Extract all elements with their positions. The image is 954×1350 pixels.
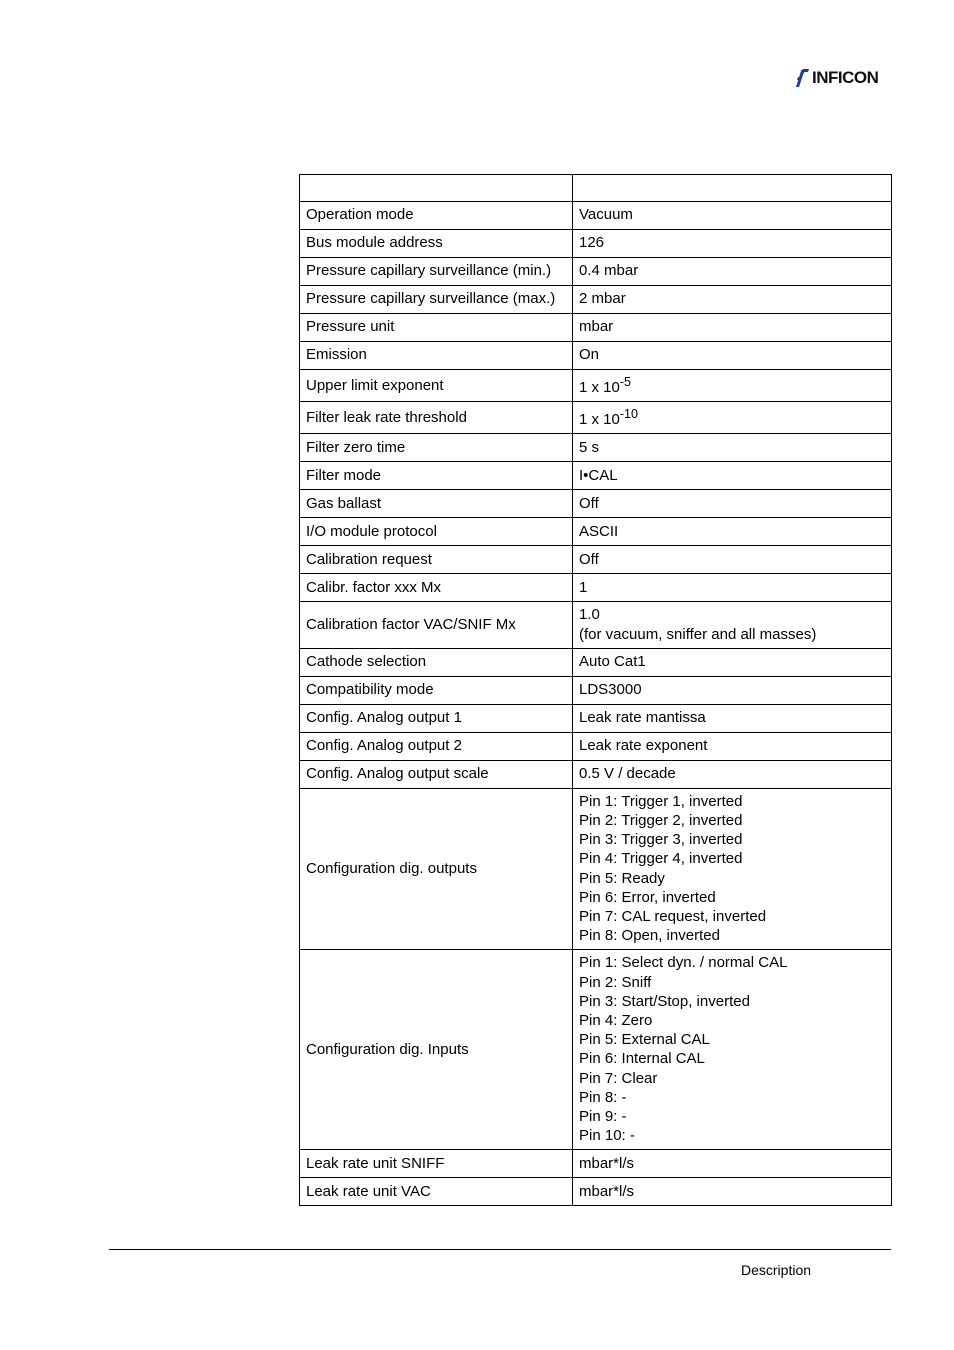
param-cell: Pressure capillary surveillance (max.) <box>300 286 573 314</box>
table-row <box>300 574 892 602</box>
value-line: Pin 8: - <box>579 1088 627 1106</box>
value-line: Pin 7: Clear <box>579 1069 658 1087</box>
table-row <box>300 258 892 286</box>
value-cell: 2 mbar <box>573 286 892 314</box>
param-cell: Filter mode <box>300 462 573 490</box>
value-cell <box>573 370 892 402</box>
value-cell: LDS3000 <box>573 676 892 704</box>
table-row <box>300 760 892 788</box>
value-cell: Off <box>573 546 892 574</box>
table-row <box>300 370 892 402</box>
param-cell: Leak rate unit VAC <box>300 1178 573 1206</box>
value-line: Pin 2: Sniff <box>579 973 652 991</box>
param-cell: Filter leak rate threshold <box>300 402 573 434</box>
value-cell: Off <box>573 490 892 518</box>
value-line: 1.0 <box>579 606 600 624</box>
table-row <box>300 434 892 462</box>
table-row <box>300 1150 892 1178</box>
value-line: Pin 10: - <box>579 1127 635 1145</box>
value-line: Pin 7: CAL request, inverted <box>579 908 767 926</box>
param-cell: Bus module address <box>300 230 573 258</box>
value-line: Pin 3: Start/Stop, inverted <box>579 992 750 1010</box>
value-cell: Leak rate mantissa <box>573 704 892 732</box>
param-cell: Config. Analog output 1 <box>300 704 573 732</box>
param-cell: Calibration factor VAC/SNIF Mx <box>300 602 573 648</box>
param-cell: Pressure capillary surveillance (min.) <box>300 258 573 286</box>
value-line: Pin 5: Ready <box>579 869 665 887</box>
param-cell: Leak rate unit SNIFF <box>300 1150 573 1178</box>
table-row <box>300 202 892 230</box>
param-cell: Cathode selection <box>300 648 573 676</box>
value-line: Pin 6: Internal CAL <box>579 1050 705 1068</box>
value-cell <box>573 788 892 950</box>
param-cell: Gas ballast <box>300 490 573 518</box>
inficon-logo-icon <box>794 68 810 88</box>
value-cell: Leak rate exponent <box>573 732 892 760</box>
value-cell: 126 <box>573 230 892 258</box>
value-cell <box>573 402 892 434</box>
value-cell: mbar*l/s <box>573 1150 892 1178</box>
value-cell: 1 <box>573 574 892 602</box>
param-cell: Configuration dig. outputs <box>300 788 573 950</box>
param-cell: Calibration request <box>300 546 573 574</box>
value-line: Pin 4: Trigger 4, inverted <box>579 850 743 868</box>
table-row <box>300 648 892 676</box>
value-base: 1 x 10 <box>579 379 620 396</box>
table-row <box>300 788 892 950</box>
table-row <box>300 402 892 434</box>
table-row <box>300 602 892 648</box>
param-cell: Configuration dig. Inputs <box>300 950 573 1150</box>
param-cell: I/O module protocol <box>300 518 573 546</box>
value-cell: 0.4 mbar <box>573 258 892 286</box>
inficon-logo <box>794 67 878 89</box>
param-cell: Filter zero time <box>300 434 573 462</box>
table-header-row <box>300 175 892 202</box>
value-line: (for vacuum, sniffer and all masses) <box>579 625 817 643</box>
param-cell: Compatibility mode <box>300 676 573 704</box>
value-cell: I•CAL <box>573 462 892 490</box>
value-cell: On <box>573 342 892 370</box>
param-cell: Upper limit exponent <box>300 370 573 402</box>
param-cell: Calibr. factor xxx Mx <box>300 574 573 602</box>
value-line: Pin 9: - <box>579 1108 627 1126</box>
value-base: 1 x 10 <box>579 411 620 429</box>
value-cell: 0.5 V / decade <box>573 760 892 788</box>
table-row <box>300 314 892 342</box>
value-line: Pin 1: Trigger 1, inverted <box>579 792 743 810</box>
value-line: Pin 8: Open, inverted <box>579 927 720 945</box>
header-cell-parameter <box>300 175 573 202</box>
value-cell: ASCII <box>573 518 892 546</box>
table-row <box>300 732 892 760</box>
table-row <box>300 546 892 574</box>
footer-divider <box>109 1249 891 1250</box>
param-cell: Config. Analog output scale <box>300 760 573 788</box>
param-cell: Pressure unit <box>300 314 573 342</box>
param-cell: Config. Analog output 2 <box>300 732 573 760</box>
table-row <box>300 342 892 370</box>
value-line: Pin 1: Select dyn. / normal CAL <box>579 954 788 972</box>
parameter-table <box>299 174 892 1206</box>
value-line: Pin 3: Trigger 3, inverted <box>579 831 743 849</box>
logo-text: INFICON <box>812 68 879 87</box>
table-row <box>300 490 892 518</box>
table-row <box>300 462 892 490</box>
table-row <box>300 950 892 1150</box>
value-cell <box>573 950 892 1150</box>
table-row <box>300 286 892 314</box>
table-row <box>300 230 892 258</box>
param-cell: Operation mode <box>300 202 573 230</box>
value-cell: 5 s <box>573 434 892 462</box>
value-line: Pin 5: External CAL <box>579 1031 710 1049</box>
value-line: Pin 6: Error, inverted <box>579 888 716 906</box>
value-exponent: -5 <box>619 375 631 389</box>
value-exponent: -10 <box>619 407 638 422</box>
value-cell <box>573 602 892 648</box>
value-line: Pin 4: Zero <box>579 1012 653 1030</box>
value-line: Pin 2: Trigger 2, inverted <box>579 812 743 830</box>
table-row <box>300 1178 892 1206</box>
footer-section-label: Description <box>741 1262 812 1278</box>
value-cell: Vacuum <box>573 202 892 230</box>
table-row <box>300 518 892 546</box>
value-cell: Auto Cat1 <box>573 648 892 676</box>
table-row <box>300 704 892 732</box>
value-cell: mbar*l/s <box>573 1178 892 1206</box>
table-row <box>300 676 892 704</box>
header-cell-value <box>573 175 892 202</box>
param-cell: Emission <box>300 342 573 370</box>
value-cell: mbar <box>573 314 892 342</box>
